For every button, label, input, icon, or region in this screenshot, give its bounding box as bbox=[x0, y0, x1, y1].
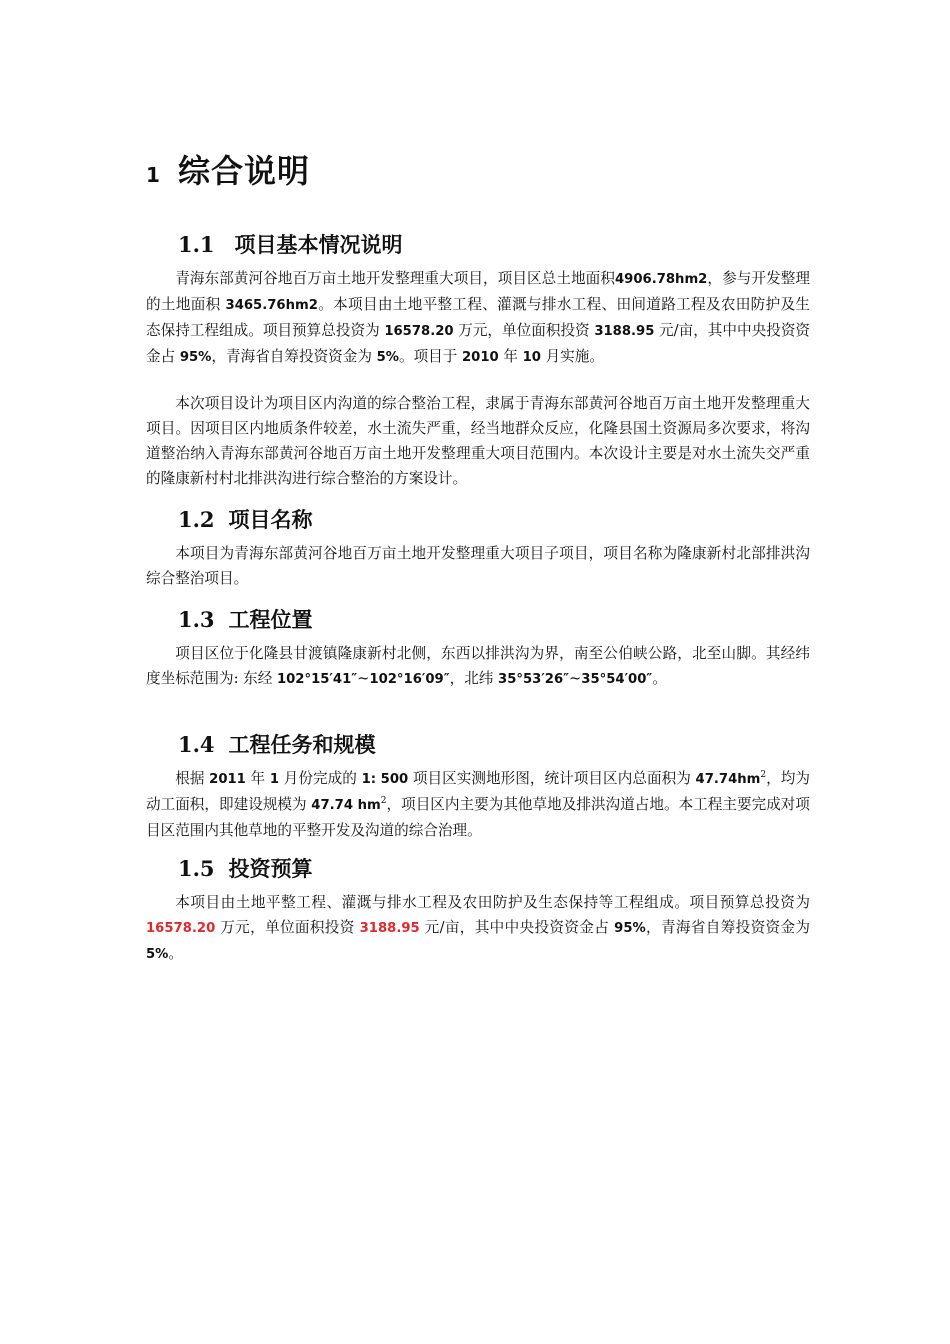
paragraph-location: 项目区位于化隆县甘渡镇隆康新村北侧，东西以排洪沟为界，南至公伯峡公路，北至山脚。其经纬度坐标范围为: 东经 102°15′41″~102°16′09″，北纬 35°53′26″~35°54′00″。 bbox=[146, 645, 810, 687]
section-number: 1.4 bbox=[178, 732, 215, 757]
section-number: 1.5 bbox=[178, 856, 215, 881]
section-heading-1-4 bbox=[178, 729, 376, 759]
section-title: 工程位置 bbox=[228, 608, 313, 632]
paragraph-task-scale: 根据 2011 年 1 月份完成的 1: 500 项目区实测地形图，统计项目区内总面积为 $47.74hm^2$，均为动工面积，即建设规模为 47.74 $hm^2$，项目区内主要为其他草地及排洪沟道占地。本工程主要完成对项目区范围内其他草地的平整开发及沟道的综合治理。 bbox=[146, 770, 811, 839]
highlight-unit-investment: 3188.95 bbox=[359, 921, 420, 936]
section-number: 1.3 bbox=[178, 607, 215, 632]
paragraph-design-scope: 本次项目设计为项目区内沟道的综合整治工程，隶属于青海东部黄河谷地百万亩土地开发整理重大项目。因项目区内地质条件较差，水土流失严重，经当地群众反应，化隆县国土资源局多次要求，将沟道整治纳入青海东部黄河谷地百万亩土地开发整理重大项目范围内。本次设计主要是对水土流失交严重的隆康新村村北排洪沟进行综合整治的方案设计。 bbox=[146, 395, 810, 487]
section-heading-1-1 bbox=[178, 229, 403, 259]
paragraph-project-overview: 青海东部黄河谷地百万亩土地开发整理重大项目，项目区总土地面积4906.78hm2，参与开发整理的土地面积 3465.76hm2。本项目由土地平整工程、灌溉与排水工程、田间道路工程及农田防护及生态保持工程组成。项目预算总投资为 16578.20 万元，单位面积投资 3188.95 元/亩，其中中央投资资金占 95%，青海省自筹投资资金为 5%。项目于 2010 年 10 月实施。 bbox=[146, 270, 811, 365]
section-title: 投资预算 bbox=[228, 857, 313, 881]
section-title: 项目名称 bbox=[228, 508, 313, 532]
section-title: 工程任务和规模 bbox=[228, 733, 376, 757]
section-heading-1-5 bbox=[178, 853, 313, 883]
paragraph-budget: 本项目由土地平整工程、灌溉与排水工程及农田防护及生态保持等工程组成。项目预算总投资为 16578.20 万元，单位面积投资 3188.95 元/亩，其中中央投资资金占 95%，青海省自筹投资资金为 5%。 bbox=[146, 894, 810, 962]
chapter-heading bbox=[146, 146, 310, 192]
section-title: 项目基本情况说明 bbox=[234, 233, 403, 257]
chapter-title: 综合说明 bbox=[178, 152, 311, 190]
section-heading-1-3 bbox=[178, 604, 313, 634]
chapter-number: 1 bbox=[146, 163, 160, 187]
highlight-total-investment: 16578.20 bbox=[146, 921, 216, 936]
section-number: 1.1 bbox=[178, 232, 215, 257]
section-number: 1.2 bbox=[178, 507, 215, 532]
paragraph-project-name: 本项目为青海东部黄河谷地百万亩土地开发整理重大项目子项目，项目名称为隆康新村北部排洪沟综合整治项目。 bbox=[146, 545, 810, 587]
section-heading-1-2 bbox=[178, 504, 313, 534]
